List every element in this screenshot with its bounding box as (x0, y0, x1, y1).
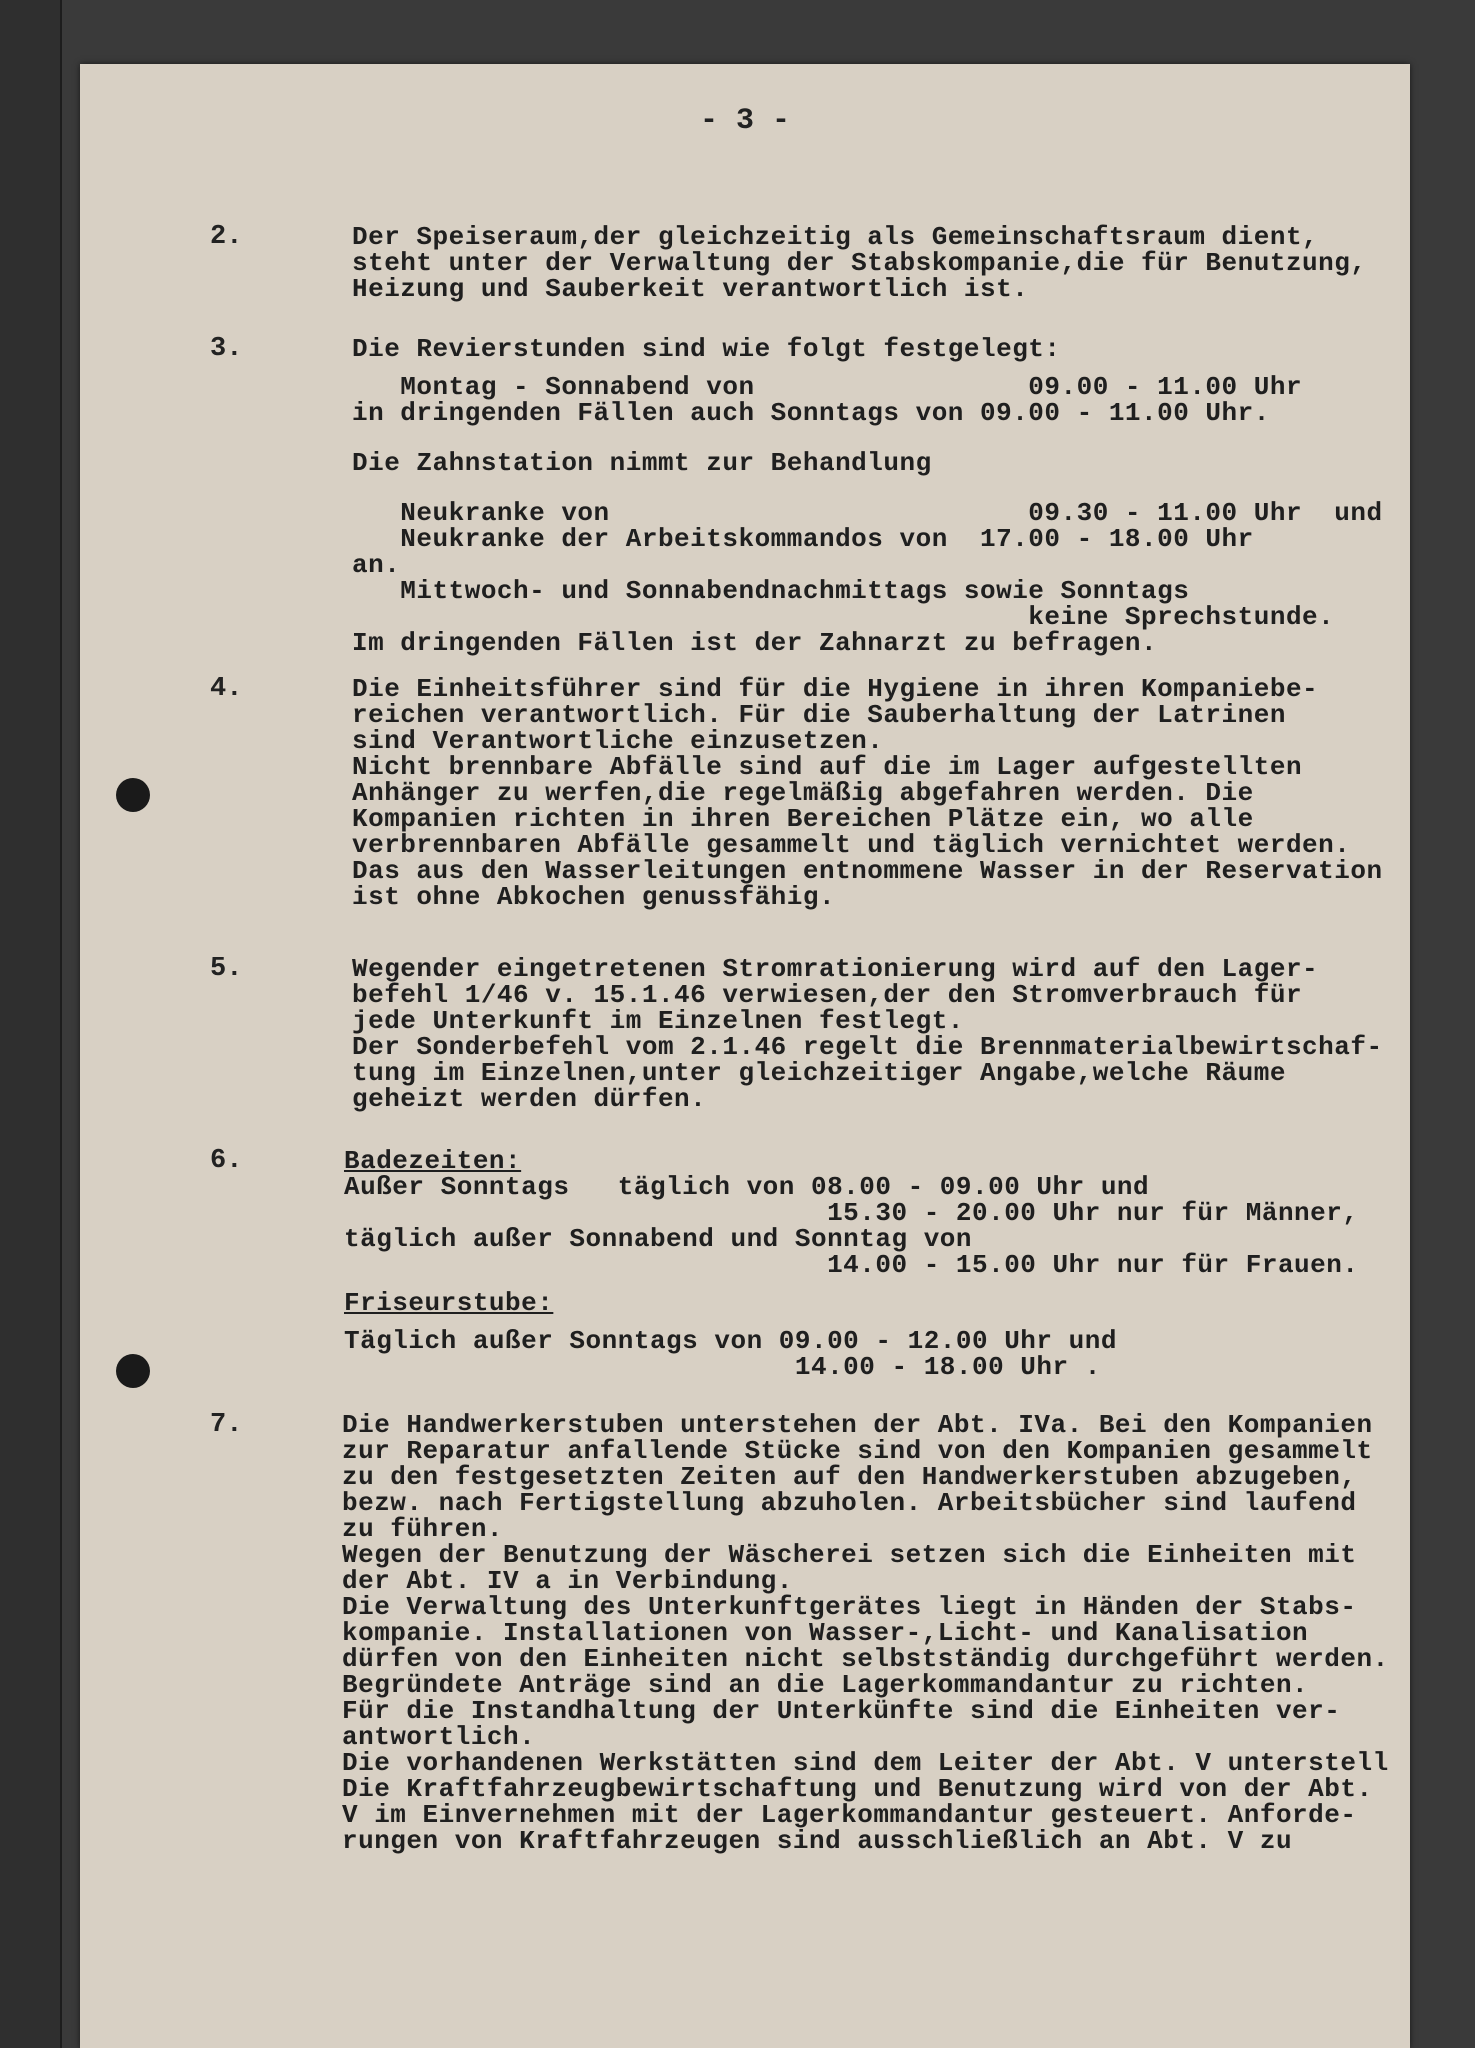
section-number-3: 3. (210, 334, 243, 364)
page-number: - 3 - (699, 104, 790, 138)
text-line: 15.30 - 20.00 Uhr nur für Männer, (344, 1198, 1359, 1228)
text-line: Der Sonderbefehl vom 2.1.46 regelt die Brennmaterialbewirtschaf- (352, 1032, 1383, 1062)
text-line: 14.00 - 18.00 Uhr . (344, 1352, 1101, 1382)
text-line: Mittwoch- und Sonnabendnachmittags sowie Sonntags (352, 576, 1190, 606)
text-line: Kompanien richten in ihren Bereichen Plätze ein, wo alle (352, 804, 1254, 834)
text-line: Die vorhandenen Werkstätten sind dem Leiter der Abt. V unterstell (342, 1748, 1389, 1778)
text-line: reichen verantwortlich. Für die Sauberhaltung der Latrinen (352, 700, 1286, 730)
section-number-7: 7. (210, 1410, 243, 1440)
text-line: Das aus den Wasserleitungen entnommene Wasser in der Reservation (352, 856, 1383, 886)
text-line: Die Revierstunden sind wie folgt festgelegt: (352, 334, 1061, 364)
text-line: sind Verantwortliche einzusetzen. (352, 726, 884, 756)
text-line: Wegender eingetretenen Stromrationierung wird auf den Lager- (352, 954, 1319, 984)
text-line: Die Zahnstation nimmt zur Behandlung (352, 448, 932, 478)
binder-strip (0, 0, 62, 2048)
text-line: Der Speiseraum,der gleichzeitig als Gemeinschaftsraum dient, (352, 222, 1319, 252)
text-line: Die Einheitsführer sind für die Hygiene in ihren Kompaniebe- (352, 674, 1319, 704)
text-line: an. (352, 550, 401, 580)
text-line: Im dringenden Fällen ist der Zahnarzt zu befragen. (352, 628, 1158, 658)
text-line: antwortlich. (342, 1722, 536, 1752)
text-line: dürfen von den Einheiten nicht selbstständig durchgeführt werden. (342, 1644, 1389, 1674)
text-line: zu den festgesetzten Zeiten auf den Handwerkerstuben abzugeben, (342, 1462, 1357, 1492)
text-line: Für die Instandhaltung der Unterkünfte sind die Einheiten ver- (342, 1696, 1341, 1726)
text-line: Neukranke der Arbeitskommandos von 17.00 - 18.00 Uhr (352, 524, 1254, 554)
text-line: 14.00 - 15.00 Uhr nur für Frauen. (344, 1250, 1359, 1280)
text-line: zu führen. (342, 1514, 504, 1544)
text-line: Neukranke von 09.30 - 11.00 Uhr und (352, 498, 1383, 528)
section-number-4: 4. (210, 674, 243, 704)
text-line: Anhänger zu werfen,die regelmäßig abgefahren werden. Die (352, 778, 1254, 808)
text-line: täglich außer Sonnabend und Sonntag von (344, 1224, 972, 1254)
text-line: bezw. nach Fertigstellung abzuholen. Arbeitsbücher sind laufend (342, 1488, 1357, 1518)
section-number-5: 5. (210, 954, 243, 984)
text-line: jede Unterkunft im Einzelnen festlegt. (352, 1006, 964, 1036)
text-line: kompanie. Installationen von Wasser-,Licht- und Kanalisation (342, 1618, 1309, 1648)
text-line: Begründete Anträge sind an die Lagerkommandantur zu richten. (342, 1670, 1309, 1700)
text-line: zur Reparatur anfallende Stücke sind von den Kompanien gesammelt (342, 1436, 1373, 1466)
text-line: steht unter der Verwaltung der Stabskompanie,die für Benutzung, (352, 248, 1367, 278)
text-line: in dringenden Fällen auch Sonntags von 09.00 - 11.00 Uhr. (352, 398, 1270, 428)
text-line: Montag - Sonnabend von 09.00 - 11.00 Uhr (352, 372, 1303, 402)
punch-hole-bottom (116, 1354, 150, 1388)
text-line: ist ohne Abkochen genussfähig. (352, 882, 836, 912)
text-line: der Abt. IV a in Verbindung. (342, 1566, 793, 1596)
text-line: Täglich außer Sonntags von 09.00 - 12.00 Uhr und (344, 1326, 1117, 1356)
text-line: V im Einvernehmen mit der Lagerkommandantur gesteuert. Anforde- (342, 1800, 1357, 1830)
text-line: Nicht brennbare Abfälle sind auf die im Lager aufgestellten (352, 752, 1303, 782)
document-page (80, 64, 1410, 2048)
barber-heading: Friseurstube: (344, 1288, 554, 1318)
text-line: Die Handwerkerstuben unterstehen der Abt. IVa. Bei den Kompanien (342, 1410, 1373, 1440)
text-line: verbrennbaren Abfälle gesammelt und täglich vernichtet werden. (352, 830, 1351, 860)
text-line: Außer Sonntags täglich von 08.00 - 09.00 Uhr und (344, 1172, 1150, 1202)
text-line: rungen von Kraftfahrzeugen sind ausschließlich an Abt. V zu (342, 1826, 1293, 1856)
section-number-6: 6. (210, 1146, 243, 1176)
text-line: Heizung und Sauberkeit verantwortlich ist. (352, 274, 1029, 304)
text-line: Die Verwaltung des Unterkunftgerätes liegt in Händen der Stabs- (342, 1592, 1357, 1622)
section-number-2: 2. (210, 222, 243, 252)
text-line: Wegen der Benutzung der Wäscherei setzen sich die Einheiten mit (342, 1540, 1357, 1570)
bath-times-heading: Badezeiten: (344, 1146, 522, 1176)
text-line: Die Kraftfahrzeugbewirtschaftung und Benutzung wird von der Abt. (342, 1774, 1373, 1804)
text-line: tung im Einzelnen,unter gleichzeitiger Angabe,welche Räume (352, 1058, 1286, 1088)
text-line: geheizt werden dürfen. (352, 1084, 707, 1114)
punch-hole-top (116, 778, 150, 812)
text-line: keine Sprechstunde. (352, 602, 1335, 632)
text-line: befehl 1/46 v. 15.1.46 verwiesen,der den Stromverbrauch für (352, 980, 1303, 1010)
